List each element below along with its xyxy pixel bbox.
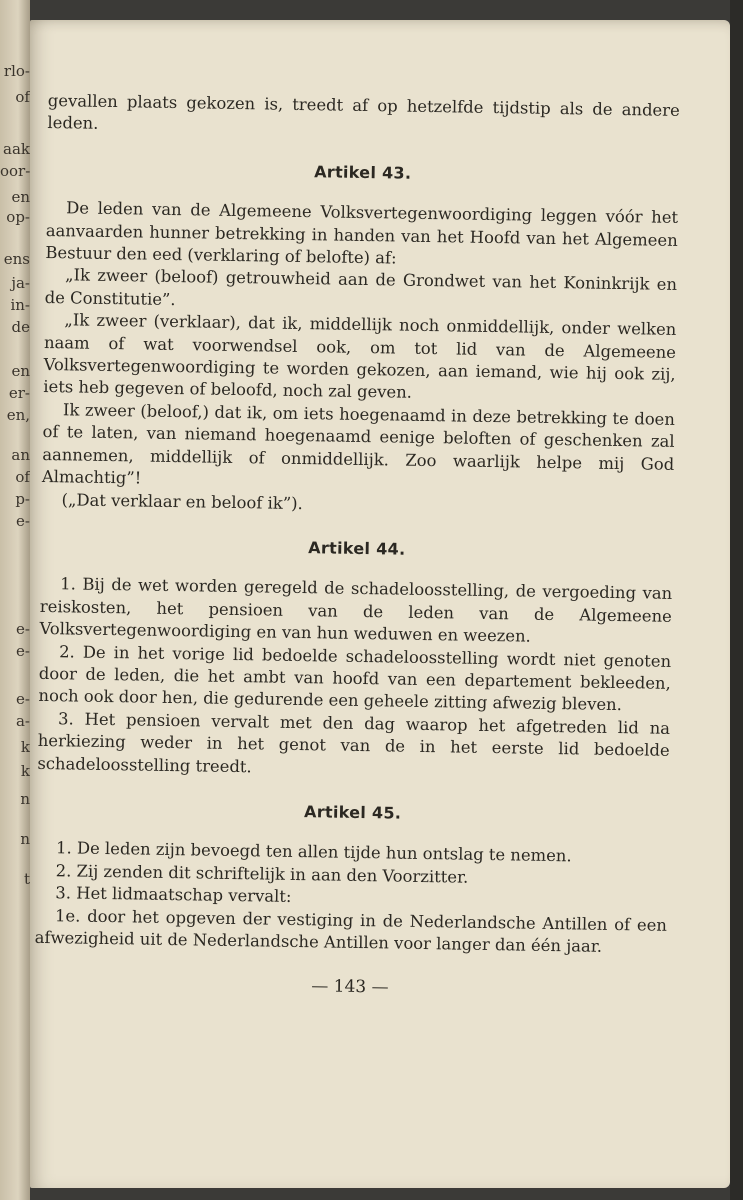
left-page-text-fragment: k	[20, 738, 30, 756]
paragraph: „Ik zweer (beloof) getrouwheid aan de Grondwet van het Koninkrijk en de Constitutie”.	[44, 265, 678, 309]
paragraph: „Ik zweer (verklaar), dat ik, middellijk noch onmiddellijk, onder welken naam of wat voorwendsel ook, om tot lid van de Algemeene Volksvertegenwoordiging te worden gekozen, aan iemand, wie hij ook zij, iets heb gegeven of beloofd, noch zal geven.	[43, 310, 677, 403]
paragraph: („Dat verklaar en beloof ik”).	[61, 489, 303, 513]
paragraph: 2. Zij zenden dit schriftelijk in aan den Voorzitter.	[55, 861, 469, 887]
page-content	[34, 90, 680, 1004]
paragraph: 1e. door het opgeven der vestiging in de Nederlandsche Antillen of een afwezigheid uit de Nederlandsche Antillen voor langer dan één jaar.	[34, 905, 668, 956]
paragraph: 1. De leden zijn bevoegd ten allen tijde hun ontslag te nemen.	[55, 838, 572, 866]
left-page-text-fragment: de	[11, 318, 30, 336]
left-page-text-fragment: e-	[16, 620, 30, 638]
left-page-text-fragment: e-	[16, 642, 30, 660]
previous-page-edge	[0, 0, 30, 1200]
paragraph: 3. Het lidmaatschap vervalt:	[55, 883, 292, 907]
paragraph: gevallen plaats gekozen is, treedt af op hetzelfde tijdstip als de andere leden.	[47, 90, 680, 134]
left-page-text-fragment: ja-	[11, 274, 30, 292]
left-page-text-fragment: k	[20, 762, 30, 780]
paragraph: 2. De in het vorige lid bedoelde schadeloosstelling wordt niet genoten door de leden, die het ambt van hoofd van een departement bekleeden, noch ook door hen, die gedurende een geheele zitting afwezig bleven.	[38, 641, 672, 715]
left-page-text-fragment: a-	[15, 712, 30, 730]
left-page-text-fragment: of	[15, 468, 30, 486]
paragraph: 1. Bij de wet worden geregeld de schadeloosstelling, de vergoeding van reiskosten, het pensioen van de leden van de Algemeene Volksvertegenwoordiging en van hun weduwen en weezen.	[39, 574, 673, 646]
left-page-text-fragment: t	[23, 870, 30, 888]
left-page-text-fragment: op-	[6, 208, 30, 226]
left-page-text-fragment: rlo-	[3, 62, 30, 80]
left-page-text-fragment: en	[11, 362, 30, 380]
article-heading: Artikel 44.	[308, 538, 406, 559]
left-page-text-fragment: of	[15, 88, 30, 106]
left-page-text-fragment: n	[20, 830, 30, 848]
left-page-text-fragment: e-	[16, 690, 30, 708]
left-page-text-fragment: er-	[8, 384, 30, 402]
left-page-text-fragment: n	[20, 790, 30, 808]
left-page-text-fragment: ens	[3, 250, 30, 268]
scan-background-edge	[730, 0, 743, 1200]
left-page-text-fragment: in-	[10, 296, 30, 314]
paragraph: 3. Het pensioen vervalt met den dag waarop het afgetreden lid na herkiezing weder in het genot van de in het eerste lid bedoelde schadeloosstelling treedt.	[37, 708, 671, 776]
book-page	[30, 20, 730, 1188]
left-page-text-fragment: e-	[16, 512, 30, 530]
left-page-text-fragment: en	[11, 188, 30, 206]
article-heading: Artikel 45.	[303, 802, 402, 823]
paragraph: De leden van de Algemeene Volksvertegenwoordiging leggen vóór het aanvaarden hunner betrekking in handen van het Hoofd van het Algemeen Bestuur den eed (verklaring of belofte) af:	[45, 198, 679, 268]
left-page-text-fragment: an	[11, 446, 30, 464]
page-number: — 143 —	[311, 976, 389, 998]
article-heading: Artikel 43.	[314, 162, 412, 183]
paragraph: Ik zweer (beloof,) dat ik, om iets hoegenaamd in deze betrekking te doen of te laten, van niemand hoegenaamd eenige beloften of geschenken zal aannemen, middellijk of onmiddellijk. Zoo waarlijk helpe mij God Almachtig”!	[41, 400, 676, 488]
left-page-text-fragment: en,	[6, 406, 30, 424]
left-page-text-fragment: oor-	[0, 162, 30, 180]
left-page-text-fragment: aak	[3, 140, 30, 158]
left-page-text-fragment: p-	[15, 490, 30, 508]
